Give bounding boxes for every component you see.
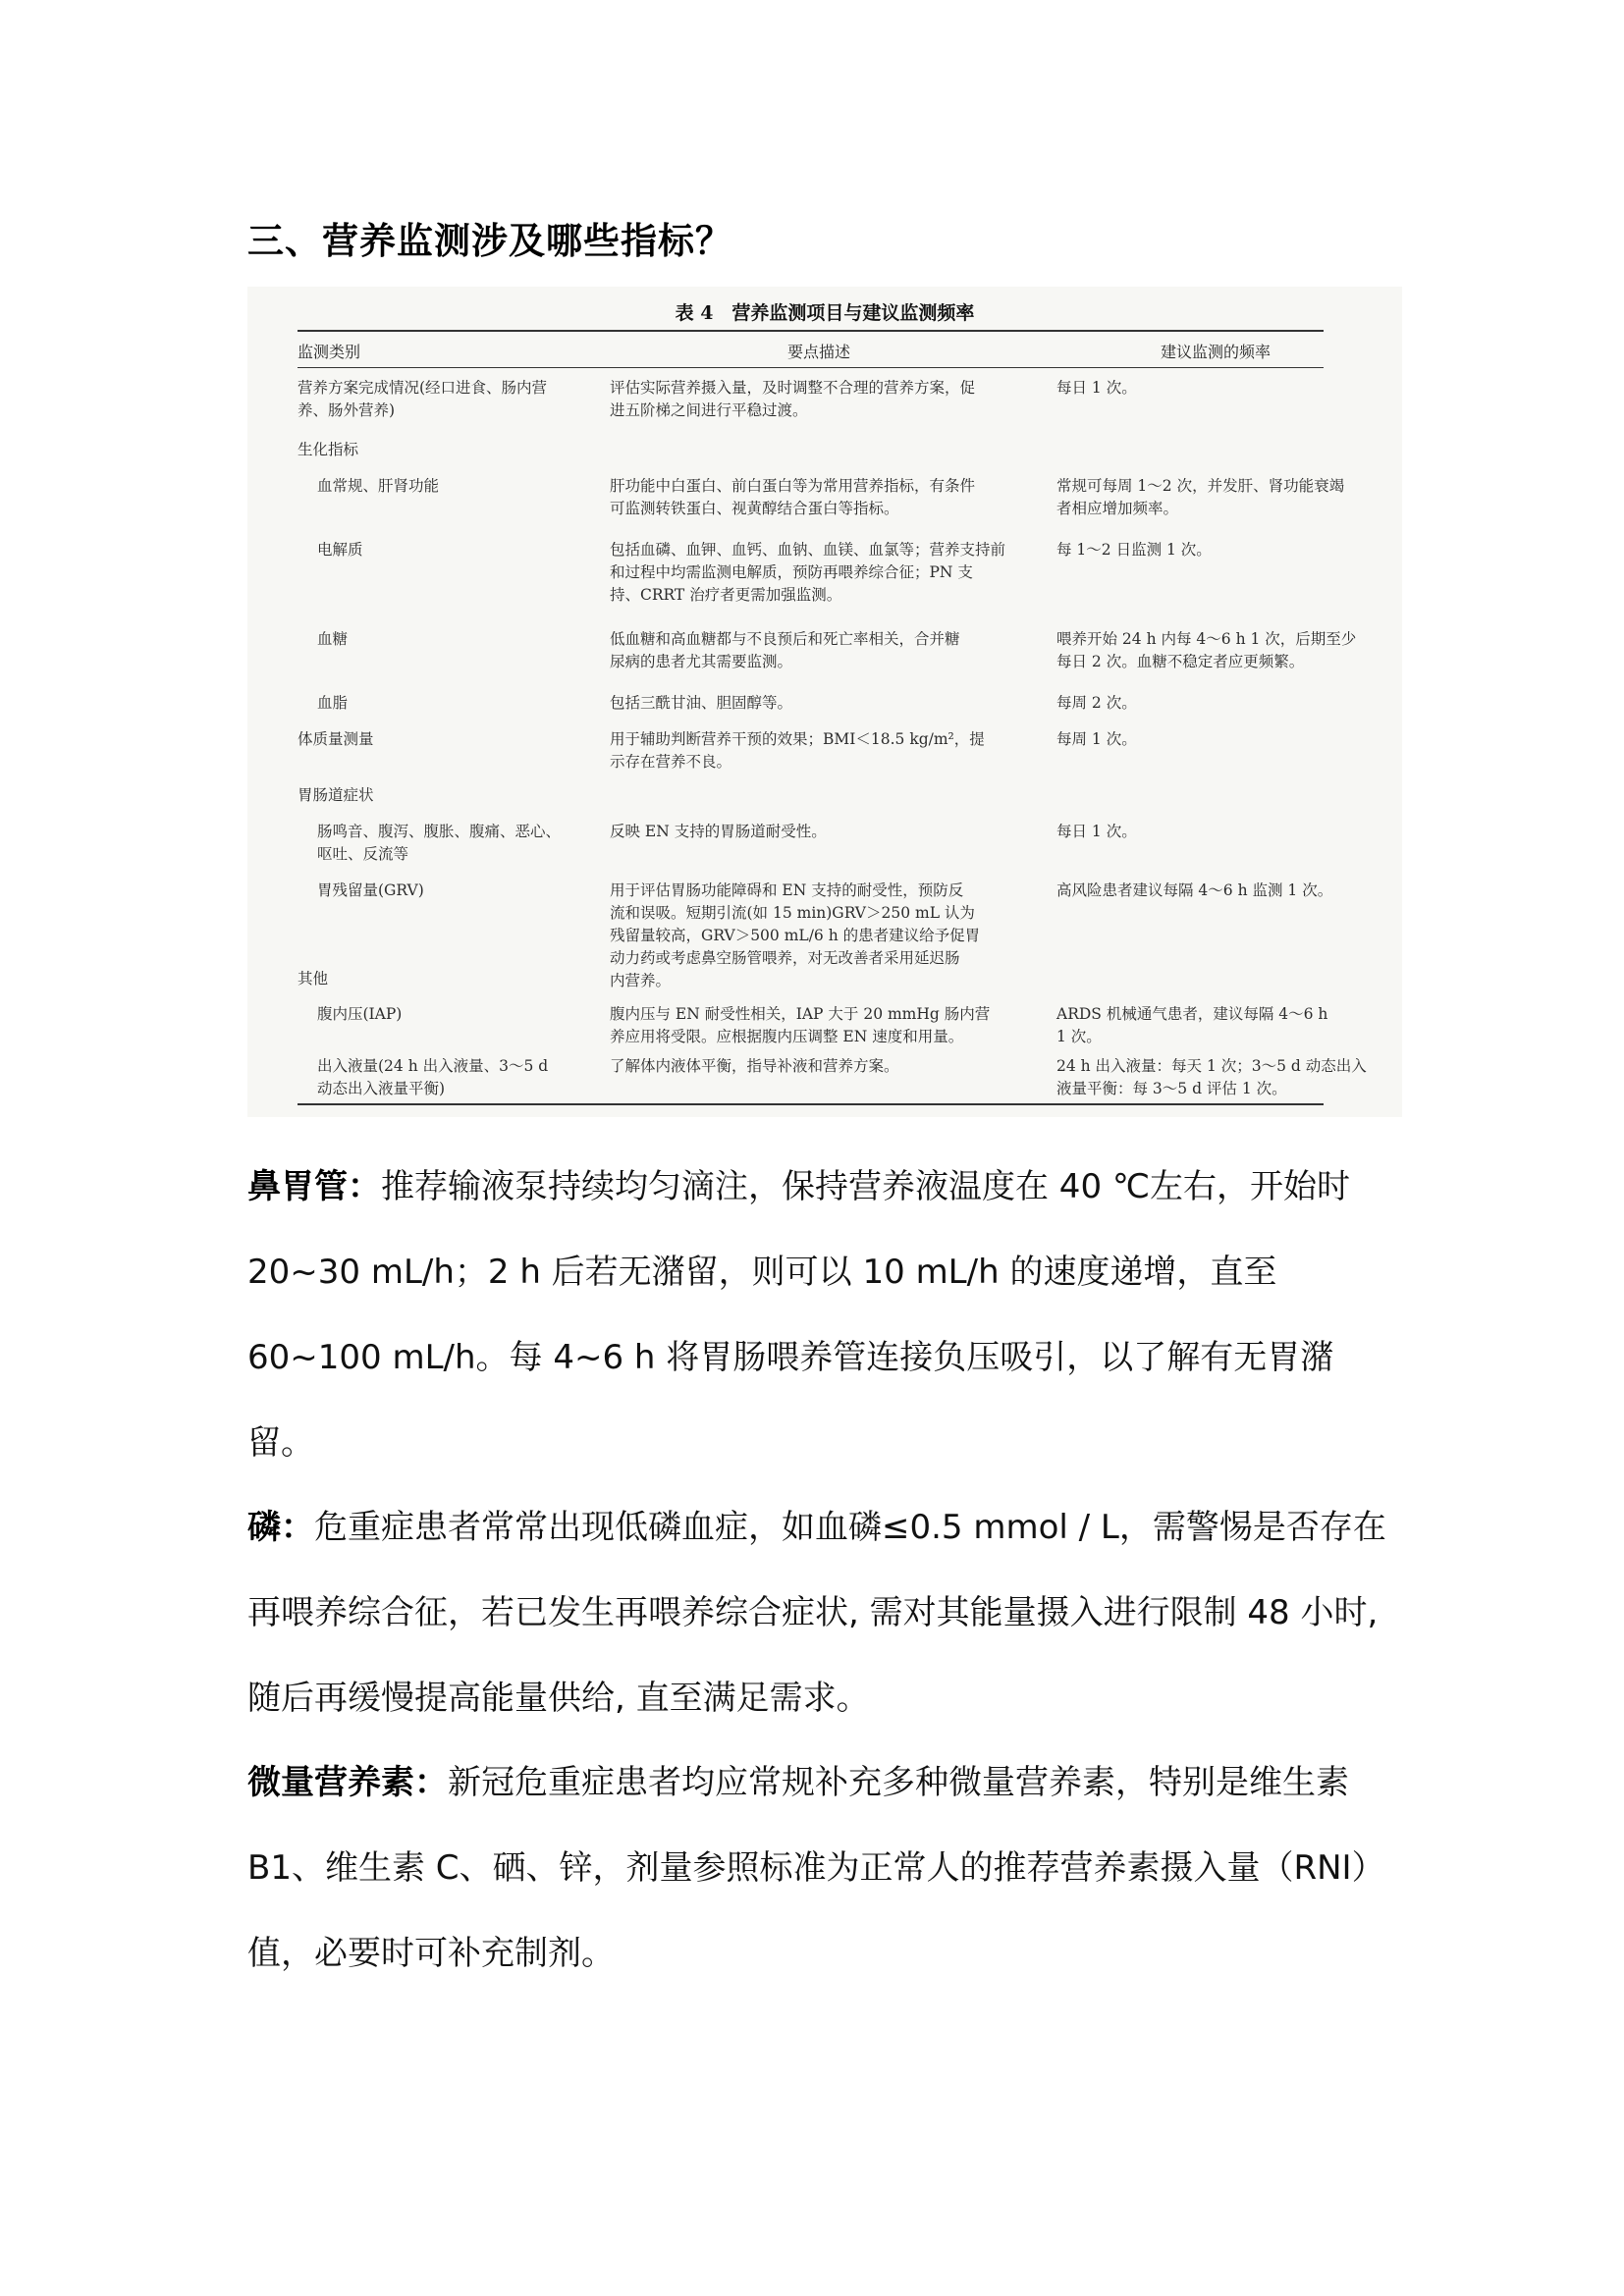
table-group-label: 生化指标 [298, 441, 359, 458]
paragraph-lead: 磷： [247, 1508, 314, 1547]
paragraph-micronutrients [247, 1740, 1386, 1997]
table-cell-frequency: 每周 2 次。 [1056, 694, 1137, 712]
table-cell-description: 包括三酰甘油、胆固醇等。 [610, 694, 793, 712]
paragraph-text: 危重症患者常常出现低磷血症，如血磷≤0.5 mmol / L，需警惕是否存在再喂养综合征，若已发生再喂养综合症状, 需对其能量摄入进行限制 48 小时, 随后再缓慢提高能量供给, 直至满足需求。 [247, 1508, 1386, 1718]
table-cell-frequency: 24 h 出入液量：每天 1 次；3～5 d 动态出入 液量平衡：每 3～5 d 评估 1 次。 [1056, 1057, 1367, 1097]
page-heading: 三、营养监测涉及哪些指标？ [247, 220, 732, 262]
paragraph-lead: 鼻胃管： [247, 1167, 381, 1206]
table-cell-description: 低血糖和高血糖都与不良预后和死亡率相关，合并糖 尿病的患者尤其需要监测。 [610, 630, 960, 670]
table-cell-category: 营养方案完成情况(经口进食、肠内营 养、肠外营养) [298, 379, 548, 419]
table-cell-frequency: 常规可每周 1～2 次，并发肝、肾功能衰竭 者相应增加频率。 [1056, 477, 1345, 517]
table-cell-frequency: 喂养开始 24 h 内每 4～6 h 1 次，后期至少 每日 2 次。血糖不稳定者应更频繁。 [1056, 630, 1357, 670]
column-header-frequency: 建议监测的频率 [1161, 343, 1272, 361]
table-group-label: 其他 [298, 970, 329, 988]
column-header-description: 要点描述 [787, 343, 851, 361]
table-cell-category: 血脂 [317, 694, 349, 712]
table-cell-category: 腹内压(IAP) [317, 1005, 403, 1023]
table-cell-description: 腹内压与 EN 耐受性相关，IAP 大于 20 mmHg 肠内营 养应用将受限。应根据腹内压调整 EN 速度和用量。 [610, 1005, 991, 1045]
table-cell-frequency: 每日 1 次。 [1056, 823, 1137, 840]
table-caption: 表 4 营养监测项目与建议监测频率 [675, 302, 975, 324]
table-cell-frequency: ARDS 机械通气患者，建议每隔 4～6 h 1 次。 [1056, 1005, 1328, 1045]
column-header-category: 监测类别 [298, 343, 361, 361]
paragraph-text: 推荐输液泵持续均匀滴注，保持营养液温度在 40 ℃左右，开始时 20~30 mL/h；2 h 后若无潴留，则可以 10 mL/h 的速度递增，直至 60~100 mL/h。每 4~6 h 将胃肠喂养管连接负压吸引，以了解有无胃潴留。 [247, 1167, 1351, 1463]
table-bottom-rule [298, 1103, 1324, 1105]
monitoring-table [247, 287, 1402, 1117]
table-cell-description: 包括血磷、血钾、血钙、血钠、血镁、血氯等；营养支持前 和过程中均需监测电解质，预防再喂养综合征；PN 支 持、CRRT 治疗者更需加强监测。 [610, 541, 1006, 604]
table-cell-frequency: 每 1～2 日监测 1 次。 [1056, 541, 1212, 559]
table-cell-description: 用于评估胃肠功能障碍和 EN 支持的耐受性，预防反 流和误吸。短期引流(如 15 min)GRV＞250 mL 认为 残留量较高，GRV＞500 mL/6 h 的患者建议给予促胃 动力药或考虑鼻空肠管喂养，对无改善者采用延迟肠 内营养。 [610, 881, 981, 989]
table-cell-frequency: 每日 1 次。 [1056, 379, 1137, 397]
table-cell-description: 反映 EN 支持的胃肠道耐受性。 [610, 823, 827, 840]
table-top-rule [298, 330, 1324, 332]
paragraph-lead: 微量营养素： [247, 1763, 448, 1802]
table-header-rule [298, 367, 1324, 368]
table-cell-category: 电解质 [317, 541, 363, 559]
table-group-label: 胃肠道症状 [298, 786, 374, 804]
paragraph-text: 新冠危重症患者均应常规补充多种微量营养素，特别是维生素 B1、维生素 C、硒、锌，剂量参照标准为正常人的推荐营养素摄入量（RNI）值，必要时可补充制剂。 [247, 1763, 1385, 1973]
table-cell-category: 胃残留量(GRV) [317, 881, 424, 899]
table-cell-category: 肠鸣音、腹泻、腹胀、腹痛、恶心、 呕吐、反流等 [317, 823, 562, 863]
paragraph-nasogastric [247, 1145, 1386, 1486]
table-cell-category: 血糖 [317, 630, 349, 648]
table-cell-description: 了解体内液体平衡，指导补液和营养方案。 [610, 1057, 899, 1075]
table-cell-category: 出入液量(24 h 出入液量、3～5 d 动态出入液量平衡) [317, 1057, 549, 1097]
paragraph-phosphorus [247, 1485, 1386, 1741]
table-cell-description: 用于辅助判断营养干预的效果；BMI＜18.5 kg/m²，提 示存在营养不良。 [610, 730, 985, 771]
table-cell-category: 体质量测量 [298, 730, 374, 748]
table-cell-description: 肝功能中白蛋白、前白蛋白等为常用营养指标，有条件 可监测转铁蛋白、视黄醇结合蛋白等指标。 [610, 477, 976, 517]
table-cell-frequency: 高风险患者建议每隔 4～6 h 监测 1 次。 [1056, 881, 1333, 899]
table-cell-frequency: 每周 1 次。 [1056, 730, 1137, 748]
table-cell-category: 血常规、肝肾功能 [317, 477, 440, 495]
table-cell-description: 评估实际营养摄入量，及时调整不合理的营养方案，促 进五阶梯之间进行平稳过渡。 [610, 379, 976, 419]
